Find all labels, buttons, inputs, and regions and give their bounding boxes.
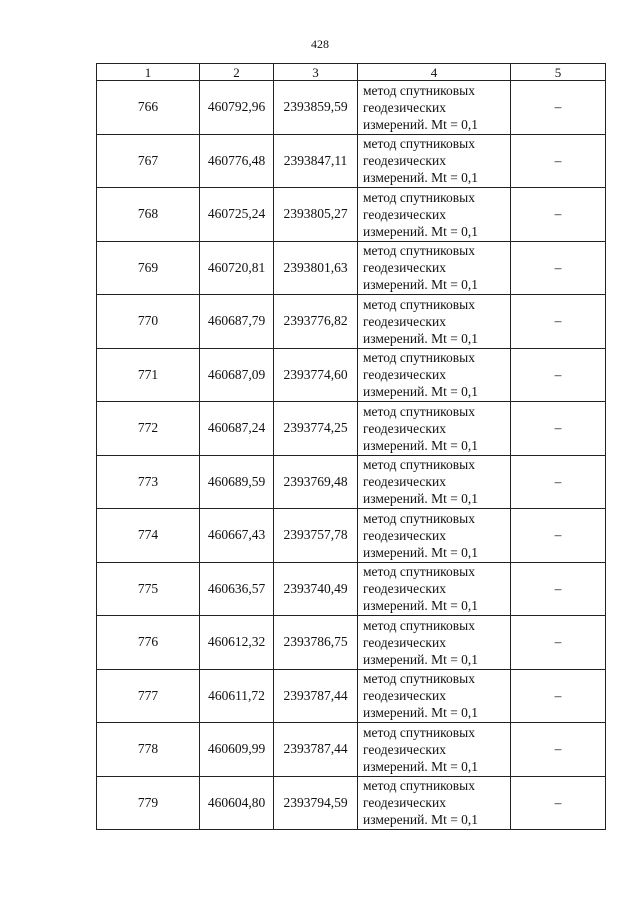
point-number: 769 [97,241,200,295]
x-coordinate: 460725,24 [200,188,274,242]
method-line: метод спутниковых [363,617,475,633]
x-coordinate: 460689,59 [200,455,274,509]
method-description [358,669,511,723]
point-number: 768 [97,188,200,242]
table-header-row [97,64,606,81]
table-row [97,348,606,402]
method-line: геодезических [363,581,446,597]
point-number: 766 [97,81,200,135]
x-coordinate: 460687,24 [200,402,274,456]
method-line: метод спутниковых [363,403,475,419]
dash-mark: – [511,81,606,135]
table-row [97,134,606,188]
method-line: геодезических [363,795,446,811]
method-description [358,241,511,295]
dash-mark: – [511,402,606,456]
dash-mark: – [511,616,606,670]
x-coordinate: 460609,99 [200,723,274,777]
point-number: 773 [97,455,200,509]
method-line: метод спутниковых [363,724,475,740]
method-line: измерений. Mt = 0,1 [363,384,479,400]
x-coordinate: 460720,81 [200,241,274,295]
method-line: геодезических [363,474,446,490]
point-number: 770 [97,295,200,349]
point-number: 767 [97,134,200,188]
method-line: геодезических [363,206,446,222]
method-description [358,348,511,402]
method-line: геодезических [363,741,446,757]
page-number: 428 [311,37,329,51]
x-coordinate: 460667,43 [200,509,274,563]
x-coordinate: 460611,72 [200,669,274,723]
table-row [97,241,606,295]
method-line: измерений. Mt = 0,1 [363,223,479,239]
method-line: метод спутниковых [363,243,475,259]
dash-mark: – [511,562,606,616]
table-row [97,455,606,509]
y-coordinate: 2393774,60 [274,348,358,402]
method-line: измерений. Mt = 0,1 [363,544,479,560]
table-row [97,188,606,242]
table-row [97,402,606,456]
method-line: метод спутниковых [363,82,475,98]
point-number: 771 [97,348,200,402]
column-header-4: 4 [358,64,511,81]
table-row [97,776,606,830]
method-line: метод спутниковых [363,350,475,366]
method-line: измерений. Mt = 0,1 [363,330,479,346]
method-description [358,455,511,509]
point-number: 779 [97,776,200,830]
x-coordinate: 460612,32 [200,616,274,670]
method-line: измерений. Mt = 0,1 [363,437,479,453]
method-line: измерений. Mt = 0,1 [363,705,479,721]
method-line: геодезических [363,153,446,169]
y-coordinate: 2393859,59 [274,81,358,135]
y-coordinate: 2393740,49 [274,562,358,616]
dash-mark: – [511,295,606,349]
column-header-1: 1 [97,64,200,81]
method-line: геодезических [363,313,446,329]
y-coordinate: 2393847,11 [274,134,358,188]
dash-mark: – [511,509,606,563]
method-line: метод спутниковых [363,564,475,580]
y-coordinate: 2393801,63 [274,241,358,295]
dash-mark: – [511,669,606,723]
dash-mark: – [511,134,606,188]
table-row [97,723,606,777]
method-line: измерений. Mt = 0,1 [363,758,479,774]
x-coordinate: 460604,80 [200,776,274,830]
method-line: геодезических [363,527,446,543]
point-number: 778 [97,723,200,777]
y-coordinate: 2393769,48 [274,455,358,509]
y-coordinate: 2393776,82 [274,295,358,349]
method-line: измерений. Mt = 0,1 [363,116,479,132]
x-coordinate: 460792,96 [200,81,274,135]
method-line: метод спутниковых [363,296,475,312]
y-coordinate: 2393786,75 [274,616,358,670]
y-coordinate: 2393805,27 [274,188,358,242]
method-description [358,81,511,135]
method-description [358,188,511,242]
method-line: метод спутниковых [363,778,475,794]
y-coordinate: 2393787,44 [274,723,358,777]
x-coordinate: 460687,09 [200,348,274,402]
method-line: геодезических [363,420,446,436]
dash-mark: – [511,455,606,509]
method-line: геодезических [363,99,446,115]
dash-mark: – [511,776,606,830]
dash-mark: – [511,723,606,777]
table-row [97,562,606,616]
point-number: 776 [97,616,200,670]
method-description [358,776,511,830]
table-body [97,81,606,830]
table-row [97,509,606,563]
table-row [97,616,606,670]
method-line: измерений. Mt = 0,1 [363,491,479,507]
method-description [358,295,511,349]
point-number: 777 [97,669,200,723]
method-line: метод спутниковых [363,671,475,687]
y-coordinate: 2393794,59 [274,776,358,830]
y-coordinate: 2393774,25 [274,402,358,456]
table-row [97,81,606,135]
column-header-3: 3 [274,64,358,81]
method-description [358,562,511,616]
method-line: геодезических [363,367,446,383]
method-line: измерений. Mt = 0,1 [363,651,479,667]
method-description [358,134,511,188]
y-coordinate: 2393787,44 [274,669,358,723]
point-number: 774 [97,509,200,563]
method-description [358,616,511,670]
method-line: измерений. Mt = 0,1 [363,170,479,186]
method-description [358,509,511,563]
method-line: метод спутниковых [363,189,475,205]
method-line: метод спутниковых [363,136,475,152]
column-header-5: 5 [511,64,606,81]
x-coordinate: 460687,79 [200,295,274,349]
method-line: геодезических [363,688,446,704]
method-description [358,723,511,777]
y-coordinate: 2393757,78 [274,509,358,563]
x-coordinate: 460776,48 [200,134,274,188]
coordinates-table [96,63,606,830]
method-line: измерений. Mt = 0,1 [363,812,479,828]
point-number: 775 [97,562,200,616]
method-line: метод спутниковых [363,510,475,526]
method-line: метод спутниковых [363,457,475,473]
method-line: измерений. Mt = 0,1 [363,598,479,614]
dash-mark: – [511,188,606,242]
method-line: геодезических [363,634,446,650]
method-line: геодезических [363,260,446,276]
dash-mark: – [511,241,606,295]
method-description [358,402,511,456]
point-number: 772 [97,402,200,456]
dash-mark: – [511,348,606,402]
column-header-2: 2 [200,64,274,81]
x-coordinate: 460636,57 [200,562,274,616]
table-row [97,669,606,723]
table-row [97,295,606,349]
method-line: измерений. Mt = 0,1 [363,277,479,293]
